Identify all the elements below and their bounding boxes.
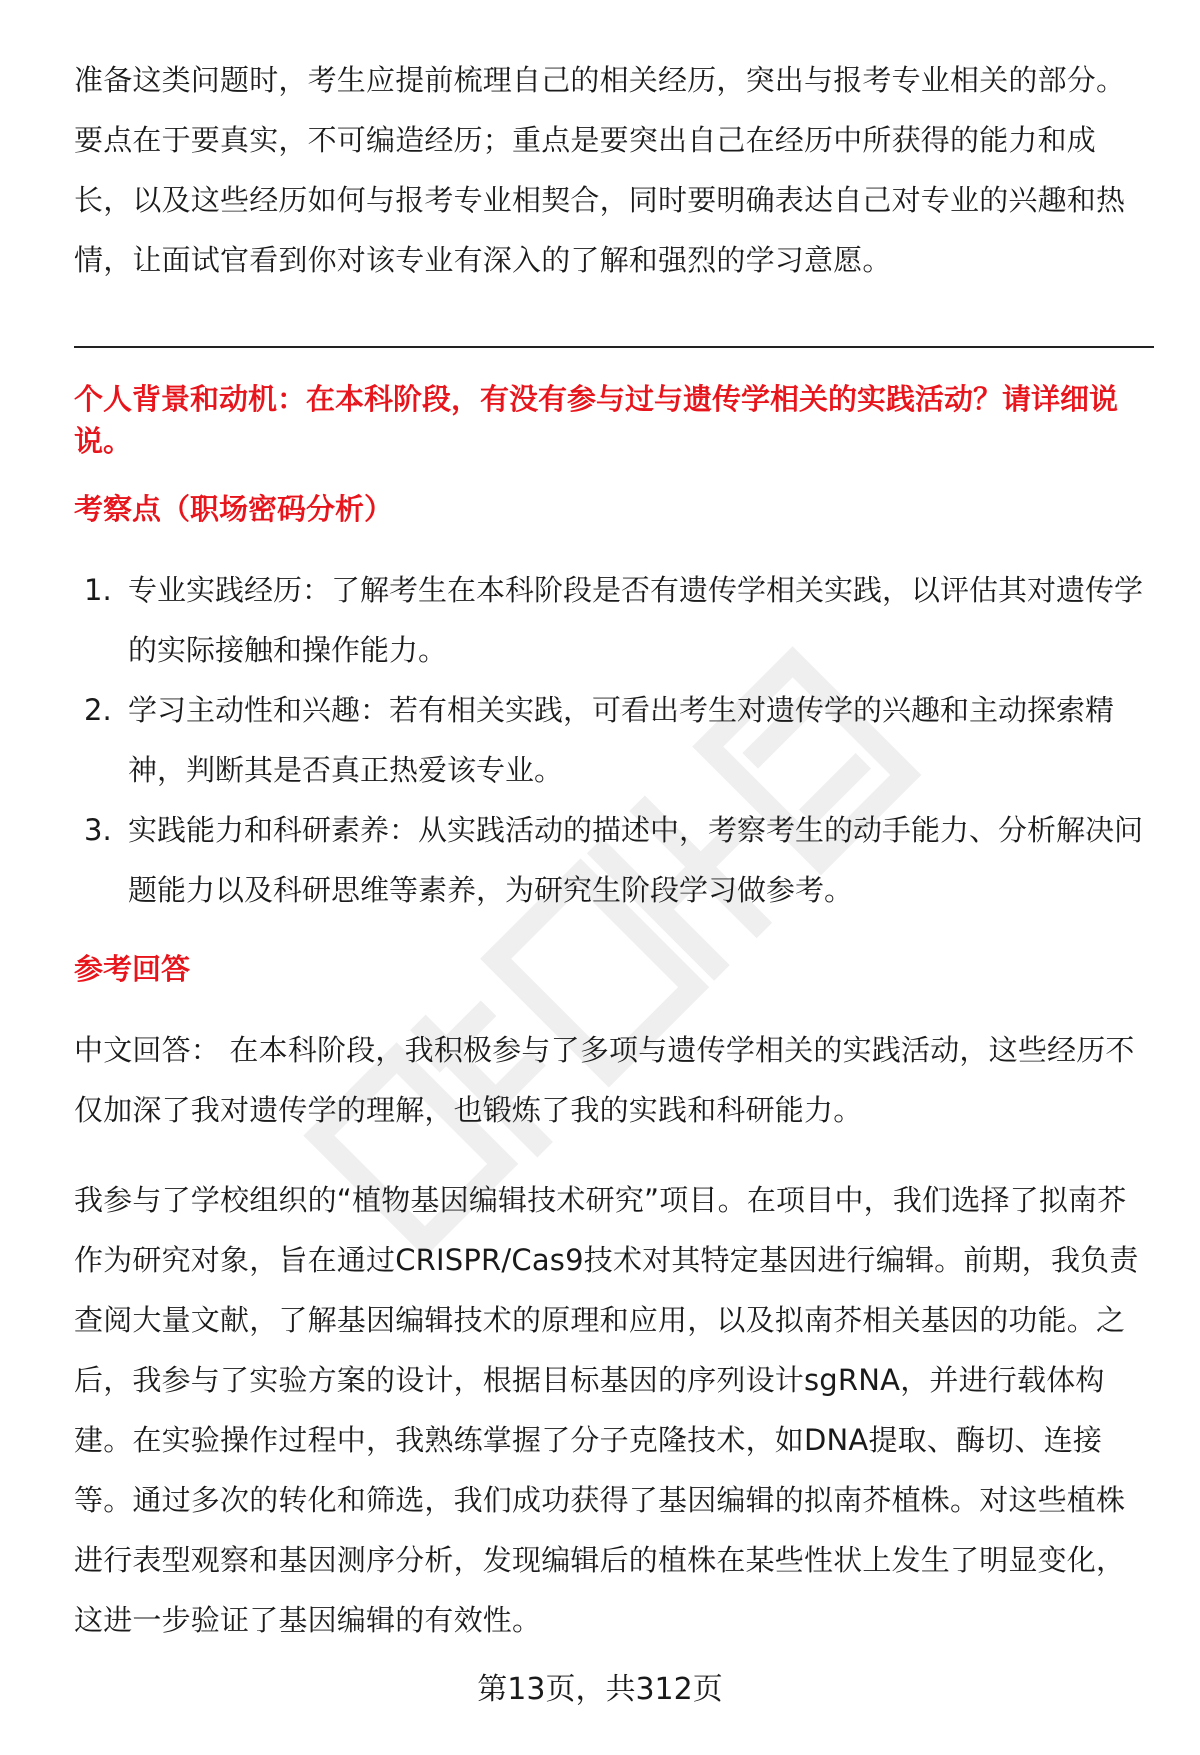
question-title: 个人背景和动机：在本科阶段，有没有参与过与遗传学相关的实践活动？请详细说说。 <box>74 382 1119 458</box>
answer-heading: 参考回答 <box>74 952 191 986</box>
analysis-list <box>74 560 1154 920</box>
list-item-text: 专业实践经历：了解考生在本科阶段是否有遗传学相关实践，以评估其对遗传学的实际接触和操作能力。 <box>128 573 1144 667</box>
page-number-footer: 第13页，共312页 <box>477 1672 723 1707</box>
list-item-text: 学习主动性和兴趣：若有相关实践，可看出考生对遗传学的兴趣和主动探索精神，判断其是否真正热爱该专业。 <box>128 693 1115 787</box>
list-item-number: 2. <box>84 693 112 727</box>
list-item <box>74 680 1154 800</box>
intro-paragraph: 准备这类问题时，考生应提前梳理自己的相关经历，突出与报考专业相关的部分。要点在于要真实，不可编造经历；重点是要突出自己在经历中所获得的能力和成长，以及这些经历如何与报考专业相契合，同时要明确表达自己对专业的兴趣和热情，让面试官看到你对该专业有深入的了解和强烈的学习意愿。 <box>74 63 1126 277</box>
answer-paragraph-2: 我参与了学校组织的“植物基因编辑技术研究”项目。在项目中，我们选择了拟南芥作为研究对象，旨在通过CRISPR/Cas9技术对其特定基因进行编辑。前期，我负责查阅大量文献，了解基因编辑技术的原理和应用，以及拟南芥相关基因的功能。之后，我参与了实验方案的设计，根据目标基因的序列设计sgRNA，并进行载体构建。在实验操作过程中，我熟练掌握了分子克隆技术，如DNA提取、酶切、连接等。通过多次的转化和筛选，我们成功获得了基因编辑的拟南芥植株。对这些植株进行表型观察和基因测序分析，发现编辑后的植株在某些性状上发生了明显变化，这进一步验证了基因编辑的有效性。 <box>74 1183 1139 1637</box>
analysis-heading: 考察点（职场密码分析） <box>74 492 394 526</box>
list-item <box>74 800 1154 920</box>
list-item-number: 3. <box>84 813 112 847</box>
list-item-text: 实践能力和科研素养：从实践活动的描述中，考察考生的动手能力、分析解决问题能力以及科研思维等素养，为研究生阶段学习做参考。 <box>128 813 1144 907</box>
section-divider <box>74 346 1154 348</box>
list-item-number: 1. <box>84 573 112 607</box>
list-item <box>74 560 1154 680</box>
answer-paragraph-1: 中文回答： 在本科阶段，我积极参与了多项与遗传学相关的实践活动，这些经历不仅加深了我对遗传学的理解，也锻炼了我的实践和科研能力。 <box>74 1033 1135 1127</box>
document-page <box>74 0 1154 1755</box>
